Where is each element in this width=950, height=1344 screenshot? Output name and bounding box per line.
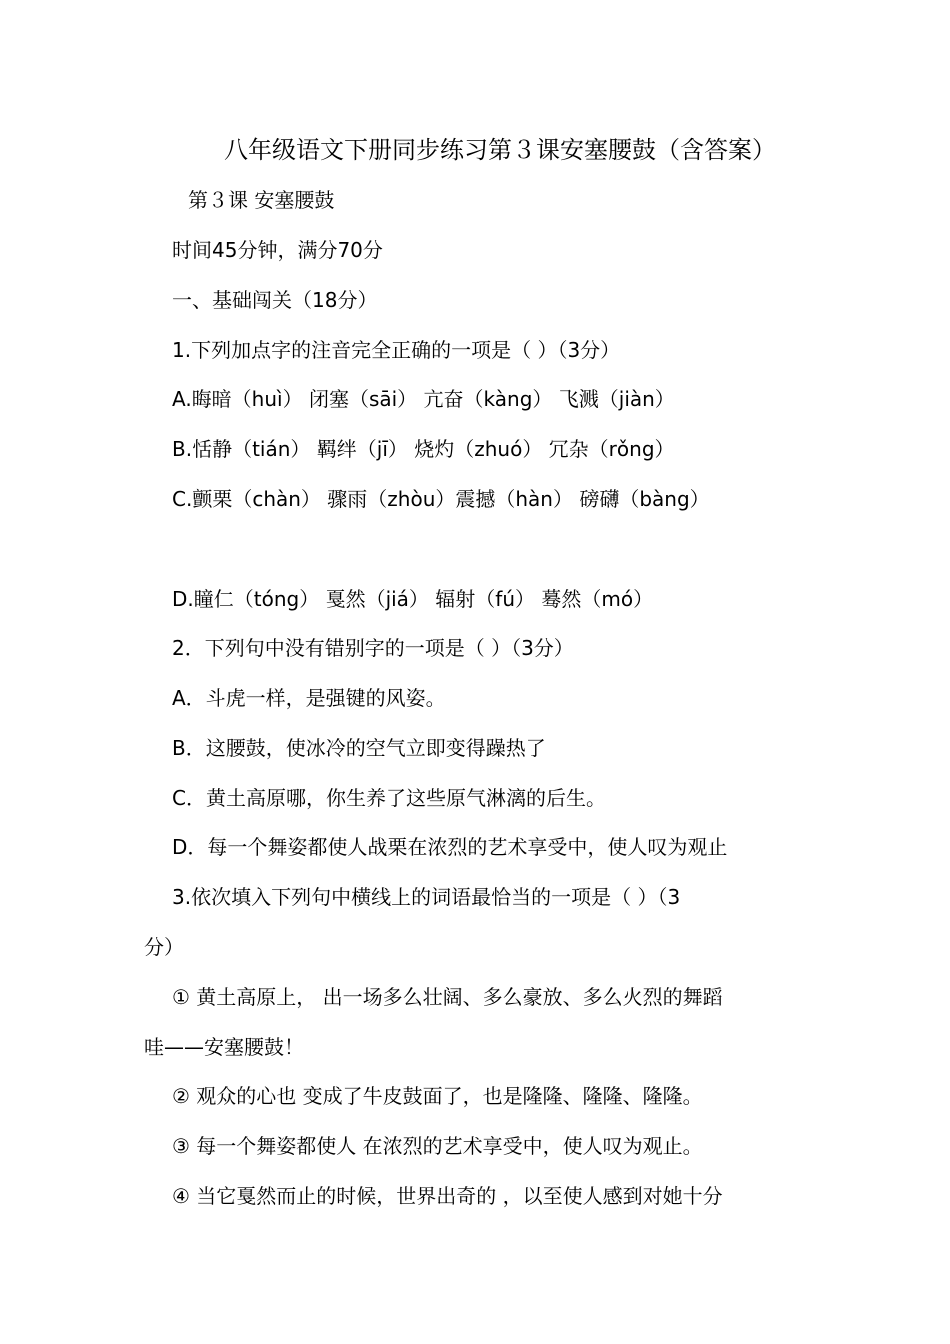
question-3-sentence-3: ③ 每一个舞姿都使人 在浓烈的艺术享受中，使人叹为观止。 — [172, 1134, 703, 1158]
section-heading: 一、基础闯关（18分） — [172, 288, 378, 312]
question-1-option-a: A.晦暗（huì） 闭塞（sāi） 亢奋（kàng） 飞溅（jiàn） — [172, 387, 675, 411]
question-2-option-b: B．这腰鼓，使冰冷的空气立即变得躁热了 — [172, 736, 546, 760]
question-3-stem: 3.依次填入下列句中横线上的词语最恰当的一项是（ ）（3 — [172, 885, 681, 909]
question-3-sentence-4: ④ 当它戛然而止的时候，世界出奇的 ，以至使人感到对她十分 — [172, 1184, 723, 1208]
question-1-stem: 1.下列加点字的注音完全正确的一项是（ ）（3分） — [172, 338, 621, 362]
question-3-sentence-1-continued: 哇——安塞腰鼓！ — [144, 1035, 304, 1059]
question-3-stem-continued: 分） — [144, 935, 184, 959]
question-2-option-a: A．斗虎一样，是强键的风姿。 — [172, 686, 446, 710]
question-2-option-c: C．黄土高原哪，你生养了这些原气淋漓的后生。 — [172, 786, 606, 810]
question-3-sentence-2: ② 观众的心也 变成了牛皮鼓面了，也是隆隆、隆隆、隆隆。 — [172, 1084, 703, 1108]
time-info: 时间45分钟，满分70分 — [172, 238, 383, 262]
question-2-stem: 2．下列句中没有错别字的一项是（ ）（3分） — [172, 636, 574, 660]
question-1-option-c: C.颤栗（chàn） 骤雨（zhòu）震撼（hàn） 磅礴（bàng） — [172, 487, 710, 511]
question-2-option-d: D．每一个舞姿都使人战栗在浓烈的艺术享受中，使人叹为观止 — [172, 835, 728, 859]
question-1-option-d: D.瞳仁（tóng） 戛然（jiá） 辐射（fú） 蓦然（mó） — [172, 587, 654, 611]
question-3-sentence-1: ① 黄土高原上， 出一场多么壮阔、多么豪放、多么火烈的舞蹈 — [172, 985, 723, 1009]
question-1-option-b: B.恬静（tián） 羁绊（jī） 烧灼（zhuó） 冗杂（rǒng） — [172, 437, 675, 461]
lesson-subtitle: 第３课 安塞腰鼓 — [188, 188, 335, 212]
page-title: 八年级语文下册同步练习第３课安塞腰鼓（含答案） — [224, 136, 776, 164]
